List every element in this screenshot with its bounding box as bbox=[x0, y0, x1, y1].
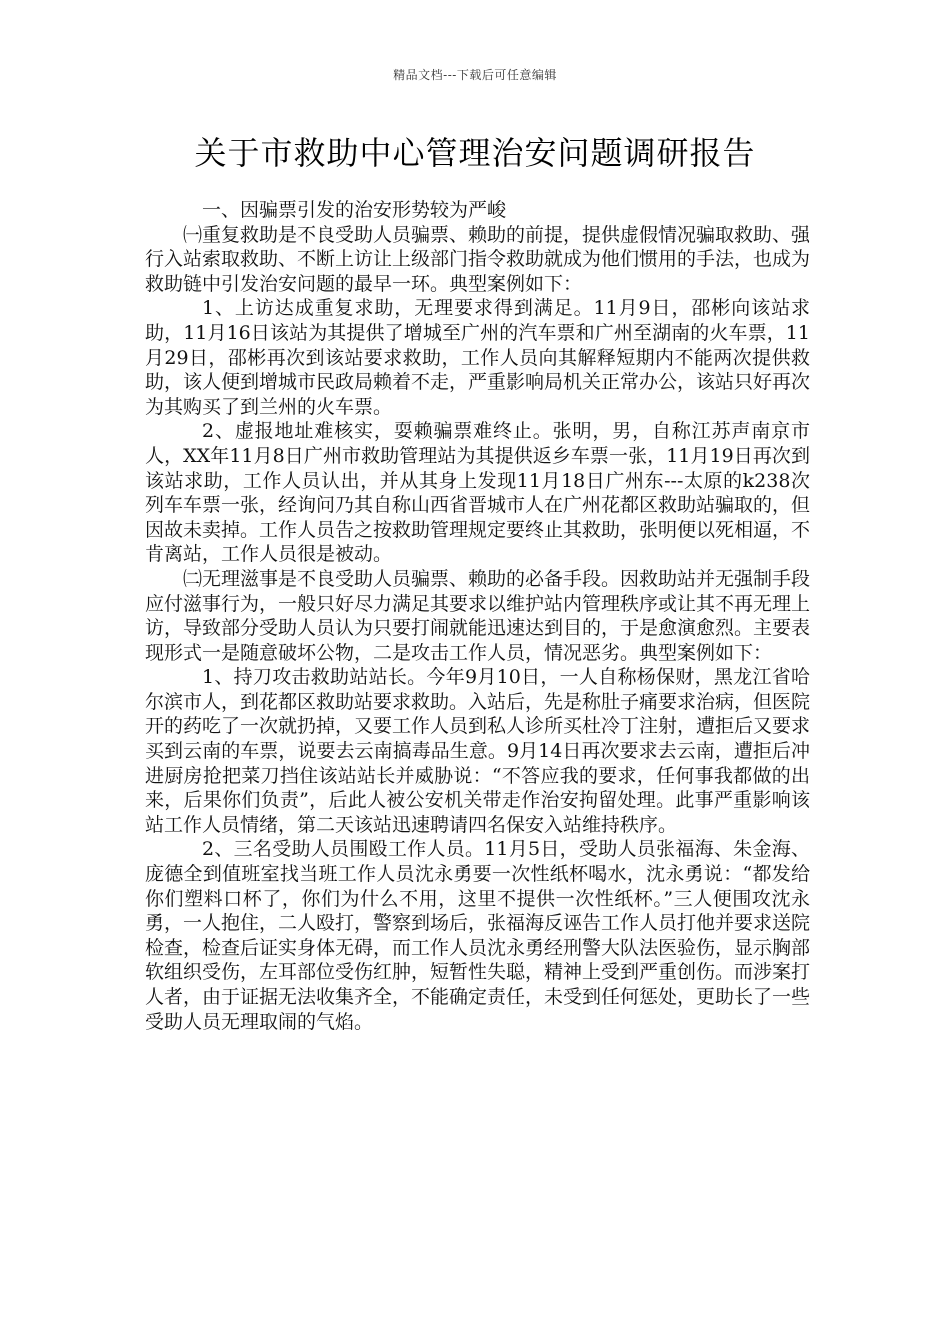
case-paragraph-4: 2、三名受助人员围殴工作人员。11月5日，受助人员张福海、朱金海、庞德全到值班室找当班工作人员沈永勇要一次性纸杯喝水，沈永勇说：“都发给你们塑料口杯了，你们为什么不用，这里不提供一次性纸杯。”三人便围攻沈永勇，一人抱住，二人殴打，警察到场后，张福海反诬告工作人员打他并要求送院检查，检查后证实身体无碍，而工作人员沈永勇经刑警大队法医验伤，显示胸部软组织受伤，左耳部位受伤红肿，短暂性失聪，精神上受到严重创伤。而涉案打人者，由于证据无法收集齐全，不能确定责任，未受到任何惩处，更助长了一些受助人员无理取闹的气焰。 bbox=[145, 838, 811, 1033]
header-note: 精品文档---下载后可任意编辑 bbox=[393, 68, 557, 82]
paragraph-1: ㈠重复救助是不良受助人员骗票、赖助的前提，提供虚假情况骗取救助、强行入站索取救助、不断上访让上级部门指令救助就成为他们惯用的手法，也成为救助链中引发治安问题的最早一环。典型案例如下： bbox=[145, 223, 811, 295]
case-paragraph-2: 2、虚报地址难核实，耍赖骗票难终止。张明，男，自称江苏声南京市人，XX年11月8日广州市救助管理站为其提供返乡车票一张，11月19日再次到该站求助，工作人员认出，并从其身上发现11月18日广州东---太原的k238次列车车票一张，经询问乃其自称山西省晋城市人在广州花都区救助站骗取的，但因故未卖掉。工作人员告之按救助管理规定要终止其救助，张明便以死相逼，不肯离站，工作人员很是被动。 bbox=[145, 420, 811, 566]
paragraph-2: ㈡无理滋事是不良受助人员骗票、赖助的必备手段。因救助站并无强制手段应付滋事行为，一般只好尽力满足其要求以维护站内管理秩序或让其不再无理上访，导致部分受助人员认为只要打闹就能迅速达到目的，于是愈演愈烈。主要表现形式一是随意破坏公物，二是攻击工作人员，情况恶劣。典型案例如下： bbox=[145, 567, 811, 664]
section-heading: 一、因骗票引发的治安形势较为严峻 bbox=[202, 199, 507, 221]
case-paragraph-1: 1、上访达成重复求助，无理要求得到满足。11月9日，邵彬向该站求助，11月16日该站为其提供了增城至广州的汽车票和广州至湖南的火车票，11月29日，邵彬再次到该站要求救助，工作人员向其解释短期内不能两次提供救助，该人便到增城市民政局赖着不走，严重影响局机关正常办公，该站只好再次为其购买了到兰州的火车票。 bbox=[145, 297, 811, 418]
document-title: 关于市救助中心管理治安问题调研报告 bbox=[194, 134, 756, 172]
case-paragraph-3: 1、持刀攻击救助站站长。今年9月10日，一人自称杨保财，黑龙江省哈尔滨市人，到花都区救助站要求救助。入站后，先是称肚子痛要求治病，但医院开的药吃了一次就扔掉，又要工作人员到私人诊所买杜冷丁注射，遭拒后又要求买到云南的车票，说要去云南搞毒品生意。9月14日再次要求去云南，遭拒后冲进厨房抢把菜刀挡住该站站长并威胁说：“不答应我的要求，任何事我都做的出来，后果你们负责”，后此人被公安机关带走作治安拘留处理。此事严重影响该站工作人员情绪，第二天该站迅速聘请四名保安入站维持秩序。 bbox=[145, 666, 811, 836]
document-body bbox=[145, 198, 810, 1034]
